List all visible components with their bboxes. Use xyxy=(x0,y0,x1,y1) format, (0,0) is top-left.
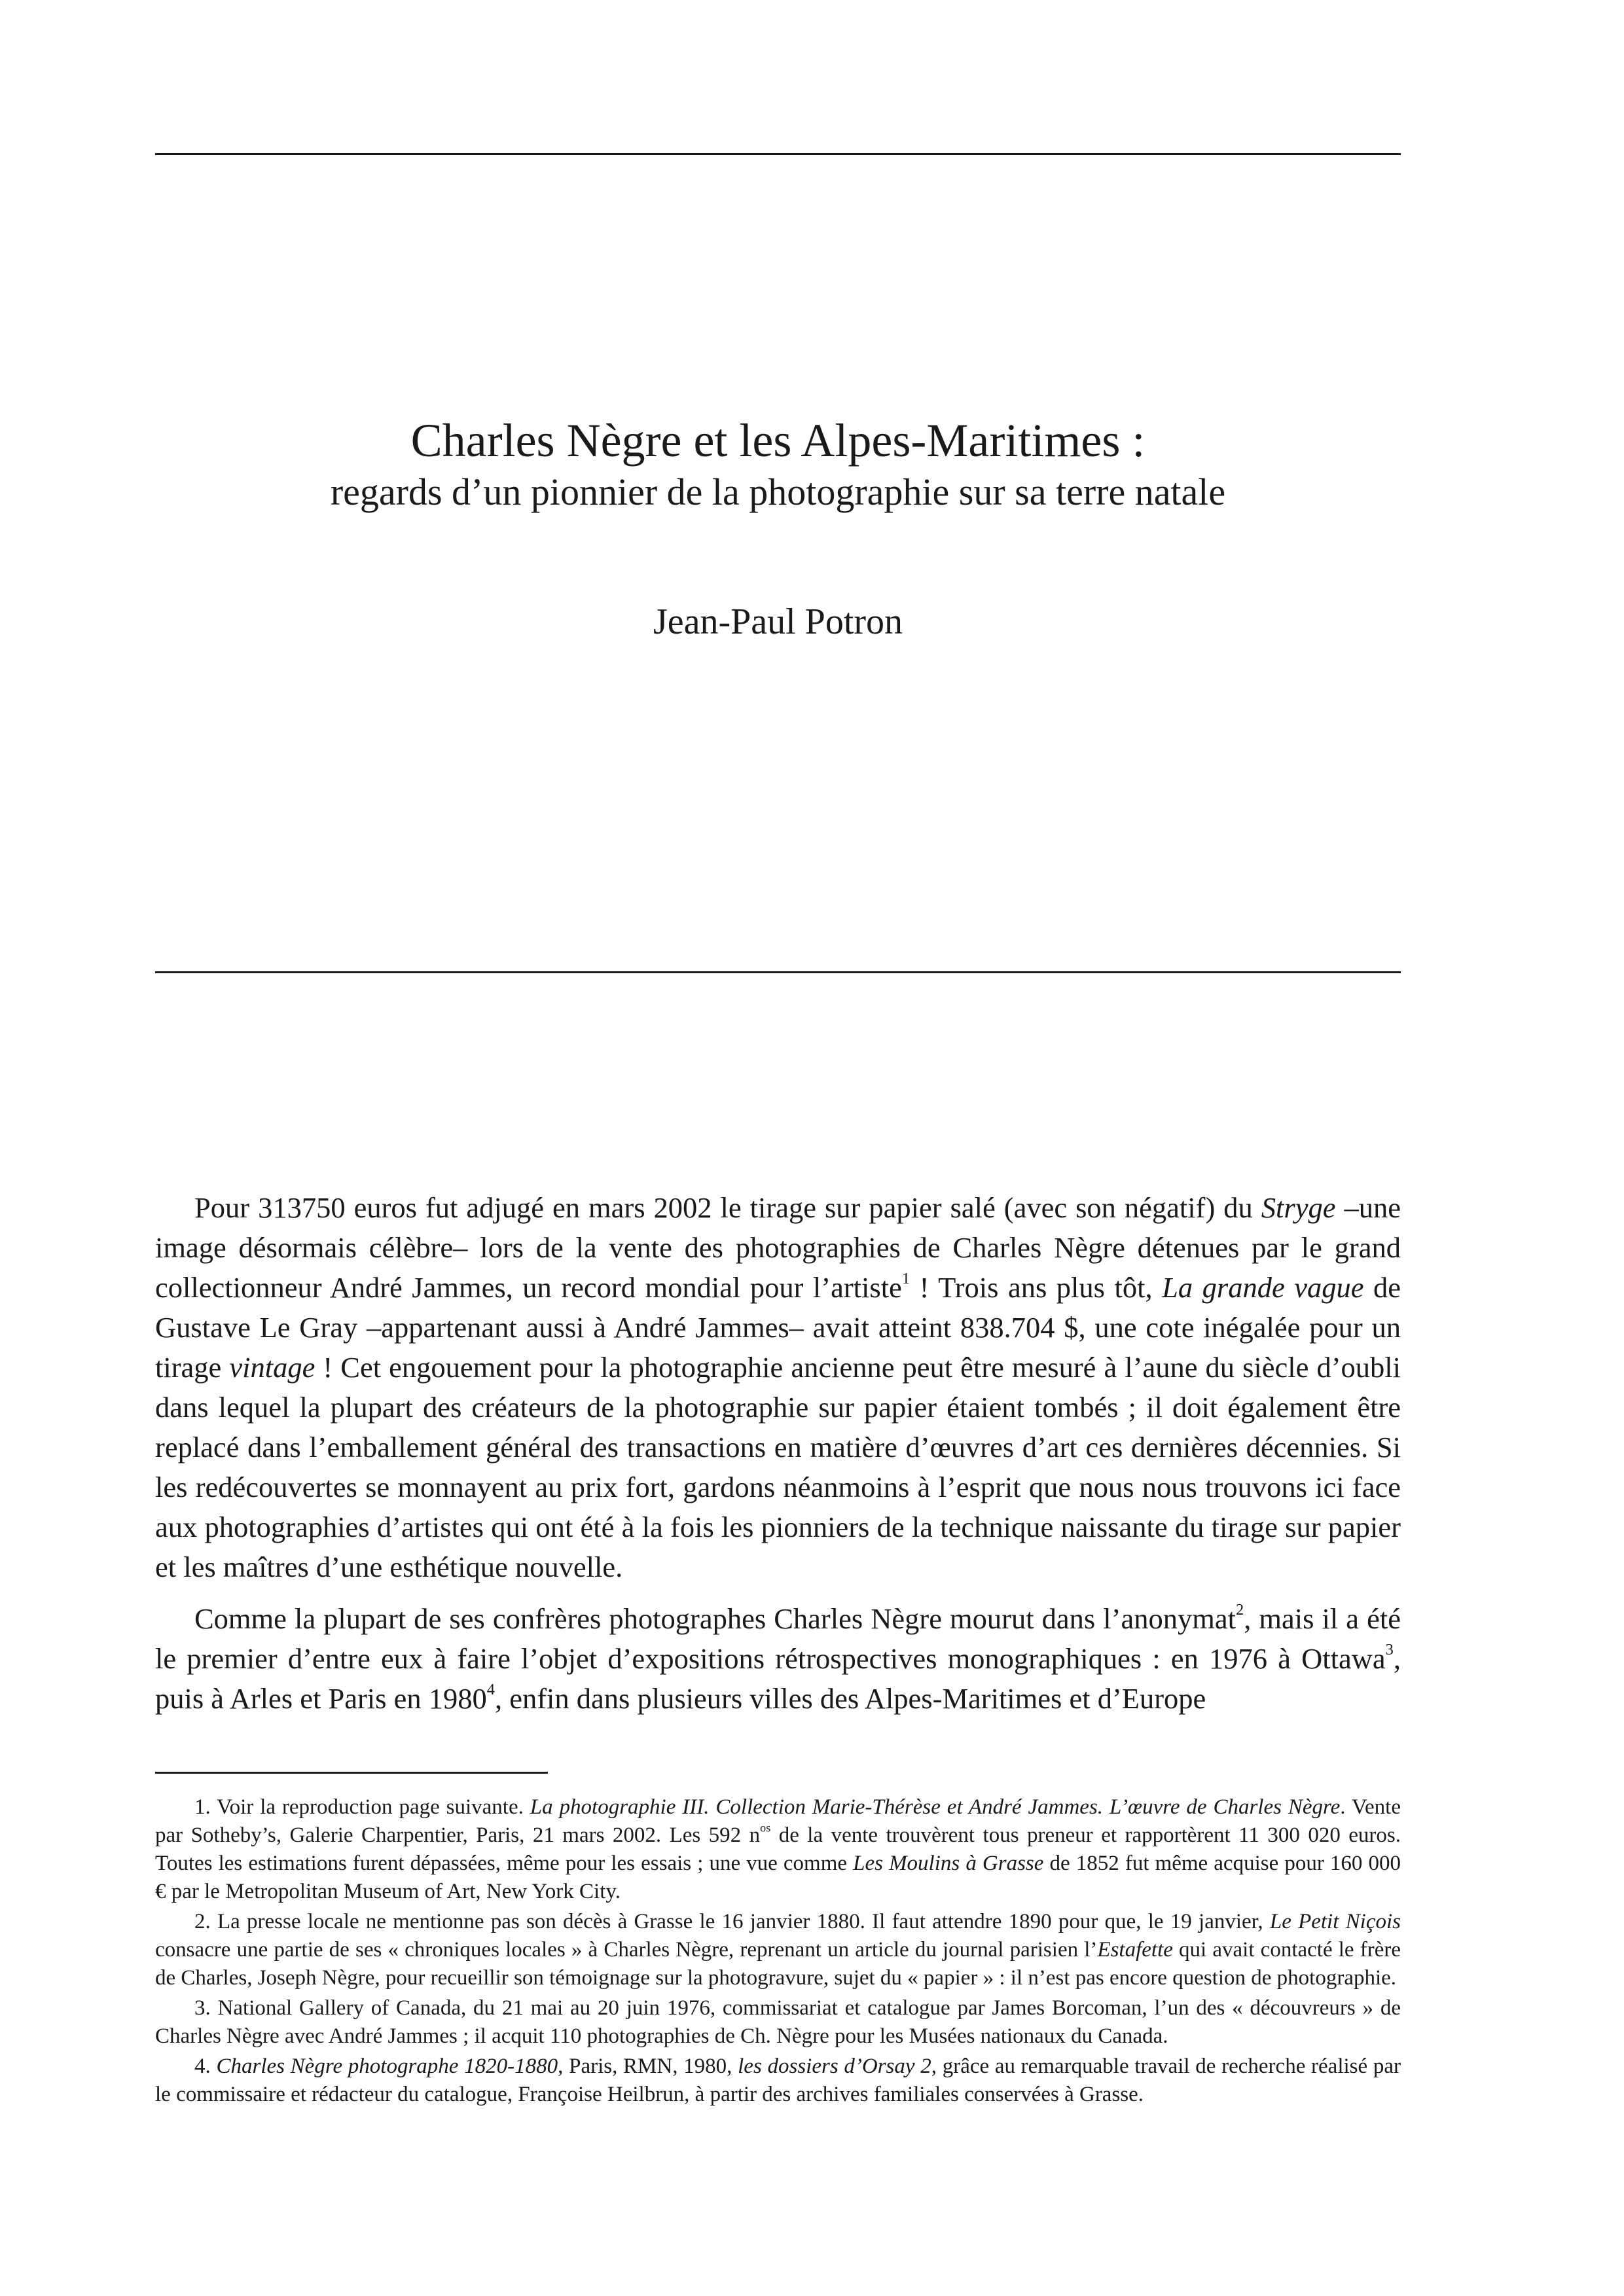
footnote-ref: 4 xyxy=(486,1681,495,1699)
footnote-ref: 2 xyxy=(1235,1601,1244,1619)
title-bottom-rule xyxy=(155,971,1401,973)
top-rule xyxy=(155,153,1401,155)
paragraph: Comme la plupart de ses confrères photographes Charles Nègre mourut dans l’anonymat$^2$, mais il a été le premier d’entre eux à faire l’objet d’expositions rétrospectives monographiques : en 1976 à Ottawa$^3$, puis à Arles et Paris en 1980$^4$, enfin dans plusieurs villes des Alpes-Maritimes et d’Europe xyxy=(155,1601,1401,1715)
title-block xyxy=(155,412,1401,516)
paragraph: Pour 313750 euros fut adjugé en mars 2002 le tirage sur papier salé (avec son négatif) du Stryge –une image désormais célèbre– lors de la vente des photographies de Charles Nègre détenues par le grand collectionneur André Jammes, un record mondial pour l’artiste$^1$ ! Trois ans plus tôt, La grande vague de Gustave Le Gray –appartenant aussi à André Jammes– avait atteint 838.704 $, une cote inégalée pour un tirage vintage ! Cet engouement pour la photographie ancienne peut être mesuré à l’aune du siècle d’oubli dans lequel la plupart des créateurs de la photographie sur papier étaient tombés ; il doit également être replacé dans l’emballement général des transactions en matière d’œuvres d’art ces dernières décennies. Si les redécouvertes se monnayent au prix fort, gardons néanmoins à l’esprit que nous nous trouvons ici face aux photographies d’artistes qui ont été à la fois les pionniers de la technique naissante du tirage sur papier et les maîtres d’une esthétique nouvelle. xyxy=(155,1191,1401,1583)
italic-title: Stryge xyxy=(1261,1191,1336,1224)
footnote-separator xyxy=(155,1772,548,1774)
article-subtitle: regards d’un pionnier de la photographie sur sa terre natale xyxy=(330,471,1226,513)
italic-title: La grande vague xyxy=(1162,1271,1364,1304)
article-title: Charles Nègre et les Alpes-Maritimes : xyxy=(410,414,1146,467)
footnote-3: 3. National Gallery of Canada, du 21 mai au 20 juin 1976, commissariat et catalogue par James Borcoman, l’un des « découvreurs » de Charles Nègre avec André Jammes ; il acquit 110 photographies de Ch. Nègre pour les Musées nationaux du Canada. xyxy=(155,1996,1401,2048)
italic-word: vintage xyxy=(229,1351,316,1384)
footnote-4: 4. Charles Nègre photographe 1820-1880, Paris, RMN, 1980, les dossiers d’Orsay 2, grâce au remarquable travail de recherche réalisé par le commissaire et rédacteur du catalogue, Françoise Heilbrun, à partir des archives familiales conservées à Grasse. xyxy=(155,2054,1401,2106)
footnote-ref: 1 xyxy=(901,1270,911,1288)
footnote-2: 2. La presse locale ne mentionne pas son décès à Grasse le 16 janvier 1880. Il faut attendre 1890 pour que, le 19 janvier, Le Petit Niçois consacre une partie de ses « chroniques locales » à Charles Nègre, reprenant un article du journal parisien l’Estafette qui avait contacté le frère de Charles, Joseph Nègre, pour recueillir son témoignage sur la photogravure, sujet du « papier » : il n’est pas encore question de photographie. xyxy=(155,1910,1401,1990)
author-name: Jean-Paul Potron xyxy=(653,601,903,642)
footnote-ref: 3 xyxy=(1385,1641,1394,1659)
footnotes xyxy=(155,1793,1401,2111)
footnote-1: 1. Voir la reproduction page suivante. La photographie III. Collection Marie-Thérèse et André Jammes. L’œuvre de Charles Nègre. Vente par Sotheby’s, Galerie Charpentier, Paris, 21 mars 2002. Les 592 $n^{os}$ de la vente trouvèrent tous preneur et rapportèrent 11 300 020 euros. Toutes les estimations furent dépassées, même pour les essais ; une vue comme Les Moulins à Grasse de 1852 fut même acquise pour 160 000 € par le Metropolitan Museum of Art, New York City. xyxy=(155,1795,1401,1903)
body-text xyxy=(155,1188,1401,1731)
